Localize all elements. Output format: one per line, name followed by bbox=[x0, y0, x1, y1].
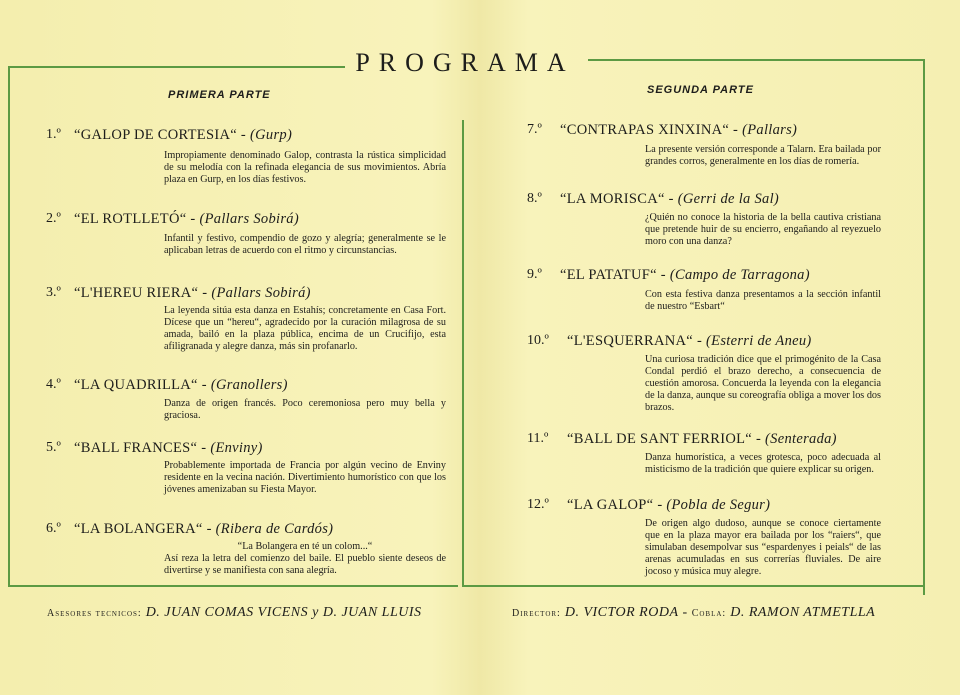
frame-rule-bottom-left bbox=[8, 585, 458, 587]
asesores-label: Asesores tecnicos: bbox=[47, 608, 142, 619]
item-name: “BALL DE SANT FERRIOL“ bbox=[567, 431, 753, 447]
item-name: “EL PATATUF“ bbox=[560, 267, 657, 283]
item-origin: (Granollers) bbox=[210, 377, 288, 393]
item-origin: (Senterada) bbox=[765, 431, 837, 447]
frame-rule-bottom-right bbox=[462, 585, 925, 587]
item-name: “GALOP DE CORTESIA“ bbox=[74, 127, 237, 143]
item-name: “L'HEREU RIERA“ bbox=[74, 285, 199, 301]
item-dash: - bbox=[755, 431, 762, 447]
item-dash: - bbox=[190, 211, 196, 227]
item-description: Impropiamente denominado Galop, contrasta la rústica simplicidad de su melodía con la refinada elegancia de sus movimientos. Abría plaza en Gurp, en los días festivos. bbox=[164, 150, 446, 185]
item-description: Danza humorística, a veces grotesca, poco adecuada al misticismo de la tradición que quiere explicar su origen. bbox=[645, 452, 881, 475]
item-origin: (Pallars Sobirá) bbox=[211, 285, 311, 301]
item-number: 6.º bbox=[46, 521, 61, 536]
item-name: “LA MORISCA“ bbox=[560, 191, 665, 207]
item-origin: (Gerri de la Sal) bbox=[677, 191, 780, 207]
item-heading bbox=[74, 211, 299, 228]
item-dash: - bbox=[668, 191, 674, 207]
item-name: “L'ESQUERRANA“ bbox=[567, 333, 694, 349]
item-description: Una curiosa tradición dice que el primogénito de la Casa Condal perdió el brazo derecho, a consecuencia de cuestión amorosa. Concuerda la leyenda con la elegancia de la danza, aunque su coreografía obliga a mover los dos brazos. bbox=[645, 354, 881, 413]
item-dash: - bbox=[202, 285, 208, 301]
item-heading bbox=[74, 127, 292, 144]
item-origin: (Pobla de Segur) bbox=[666, 497, 771, 513]
cobla-label: Cobla: bbox=[691, 608, 727, 619]
item-dash: - bbox=[201, 377, 207, 393]
page-title: PROGRAMA bbox=[355, 48, 575, 77]
center-divider bbox=[462, 120, 464, 586]
item-heading bbox=[74, 285, 311, 302]
frame-rule-top-left bbox=[8, 66, 345, 68]
item-name: “LA GALOP“ bbox=[567, 497, 654, 513]
director-label: Director: bbox=[512, 608, 561, 619]
item-heading bbox=[560, 267, 810, 284]
item-origin: (Pallars Sobirá) bbox=[199, 211, 299, 227]
director-name: D. VICTOR RODA bbox=[564, 605, 679, 620]
item-name: “EL ROTLLETÓ“ bbox=[74, 211, 187, 227]
item-number: 4.º bbox=[46, 377, 61, 392]
item-description: Con esta festiva danza presentamos a la sección infantil de nuestro “Esbart“ bbox=[645, 289, 881, 312]
item-heading bbox=[560, 122, 797, 139]
item-dash: - bbox=[660, 267, 666, 283]
item-heading bbox=[74, 377, 288, 394]
item-origin: (Pallars) bbox=[742, 122, 798, 138]
item-name: “CONTRAPAS XINXINA“ bbox=[560, 122, 730, 138]
item-description-text: Así reza la letra del comienzo del baile. El pueblo siente deseos de divertirse y se manifiesta con sana alegría. bbox=[164, 553, 446, 576]
item-number: 1.º bbox=[46, 127, 61, 142]
item-quote: “La Bolangera en té un colom...“ bbox=[237, 541, 373, 552]
footer-separator: - bbox=[682, 605, 688, 620]
frame-rule-right bbox=[923, 59, 925, 595]
item-heading bbox=[74, 440, 263, 457]
item-dash: - bbox=[696, 333, 703, 349]
item-number: 10.º bbox=[527, 333, 549, 348]
item-heading bbox=[567, 431, 837, 448]
item-origin: (Enviny) bbox=[210, 440, 263, 456]
item-number: 12.º bbox=[527, 497, 549, 512]
item-origin: (Gurp) bbox=[250, 127, 293, 143]
item-description: Danza de origen francés. Poco ceremoniosa pero muy bella y graciosa. bbox=[164, 398, 446, 421]
item-dash: - bbox=[201, 440, 207, 456]
item-number: 9.º bbox=[527, 267, 542, 282]
item-heading bbox=[560, 191, 779, 208]
item-dash: - bbox=[206, 521, 212, 537]
item-description bbox=[164, 541, 446, 577]
item-description: De origen algo dudoso, aunque se conoce ciertamente que en la plaza mayor era bailada por los “raiers“, que simulaban desempolvar sus “espardenyes i peials“ de las arenas acumuladas en sus correrías fluviales. De aire jocoso y música muy alegre. bbox=[645, 518, 881, 577]
item-dash: - bbox=[240, 127, 247, 143]
frame-rule-top-right bbox=[588, 59, 925, 61]
item-origin: (Campo de Tarragona) bbox=[669, 267, 810, 283]
item-dash: - bbox=[657, 497, 663, 513]
item-name: “BALL FRANCES“ bbox=[74, 440, 198, 456]
item-number: 11.º bbox=[527, 431, 549, 446]
item-number: 3.º bbox=[46, 285, 61, 300]
asesores-names: D. JUAN COMAS VICENS y D. JUAN LLUIS bbox=[145, 605, 422, 620]
item-name: “LA QUADRILLA“ bbox=[74, 377, 198, 393]
item-number: 8.º bbox=[527, 191, 542, 206]
frame-rule-left bbox=[8, 66, 10, 586]
item-heading bbox=[567, 333, 812, 350]
item-description: La leyenda sitúa esta danza en Estahís; concretamente en Casa Fort. Dícese que un “hereu“, agradecido por la curación milagrosa de su amada, bailó en la plaza pública, encima de un Crucifijo, esta afiligranada y alegre danza, más sin profanarlo. bbox=[164, 305, 446, 352]
footer-direction bbox=[512, 603, 875, 621]
footer-asesores bbox=[47, 603, 422, 621]
item-description: La presente versión corresponde a Talarn. Era bailada por grandes corros, generalmente en los días de romería. bbox=[645, 144, 881, 167]
item-heading bbox=[567, 497, 770, 514]
item-heading bbox=[74, 521, 333, 538]
item-number: 2.º bbox=[46, 211, 61, 226]
item-number: 7.º bbox=[527, 122, 542, 137]
segunda-parte-heading: SEGUNDA PARTE bbox=[647, 84, 754, 96]
item-description: Probablemente importada de Francia por algún vecino de Enviny residente en la vecina nación. Divertimiento humorístico con que los jóvenes amenizaban su Fiesta Mayor. bbox=[164, 460, 446, 495]
item-description: ¿Quién no conoce la historia de la bella cautiva cristiana que pretende huir de su encierro, engañando al reyezuelo moro con una danza? bbox=[645, 212, 881, 247]
cobla-name: D. RAMON ATMETLLA bbox=[730, 605, 876, 620]
item-number: 5.º bbox=[46, 440, 61, 455]
item-name: “LA BOLANGERA“ bbox=[74, 521, 203, 537]
primera-parte-heading: PRIMERA PARTE bbox=[168, 89, 271, 101]
item-origin: (Ribera de Cardós) bbox=[215, 521, 334, 537]
item-dash: - bbox=[733, 122, 739, 138]
item-origin: (Esterri de Aneu) bbox=[706, 333, 812, 349]
item-description: Infantil y festivo, compendio de gozo y alegría; generalmente se le aplicaban letras de acuerdo con el ritmo y circunstancias. bbox=[164, 233, 446, 256]
